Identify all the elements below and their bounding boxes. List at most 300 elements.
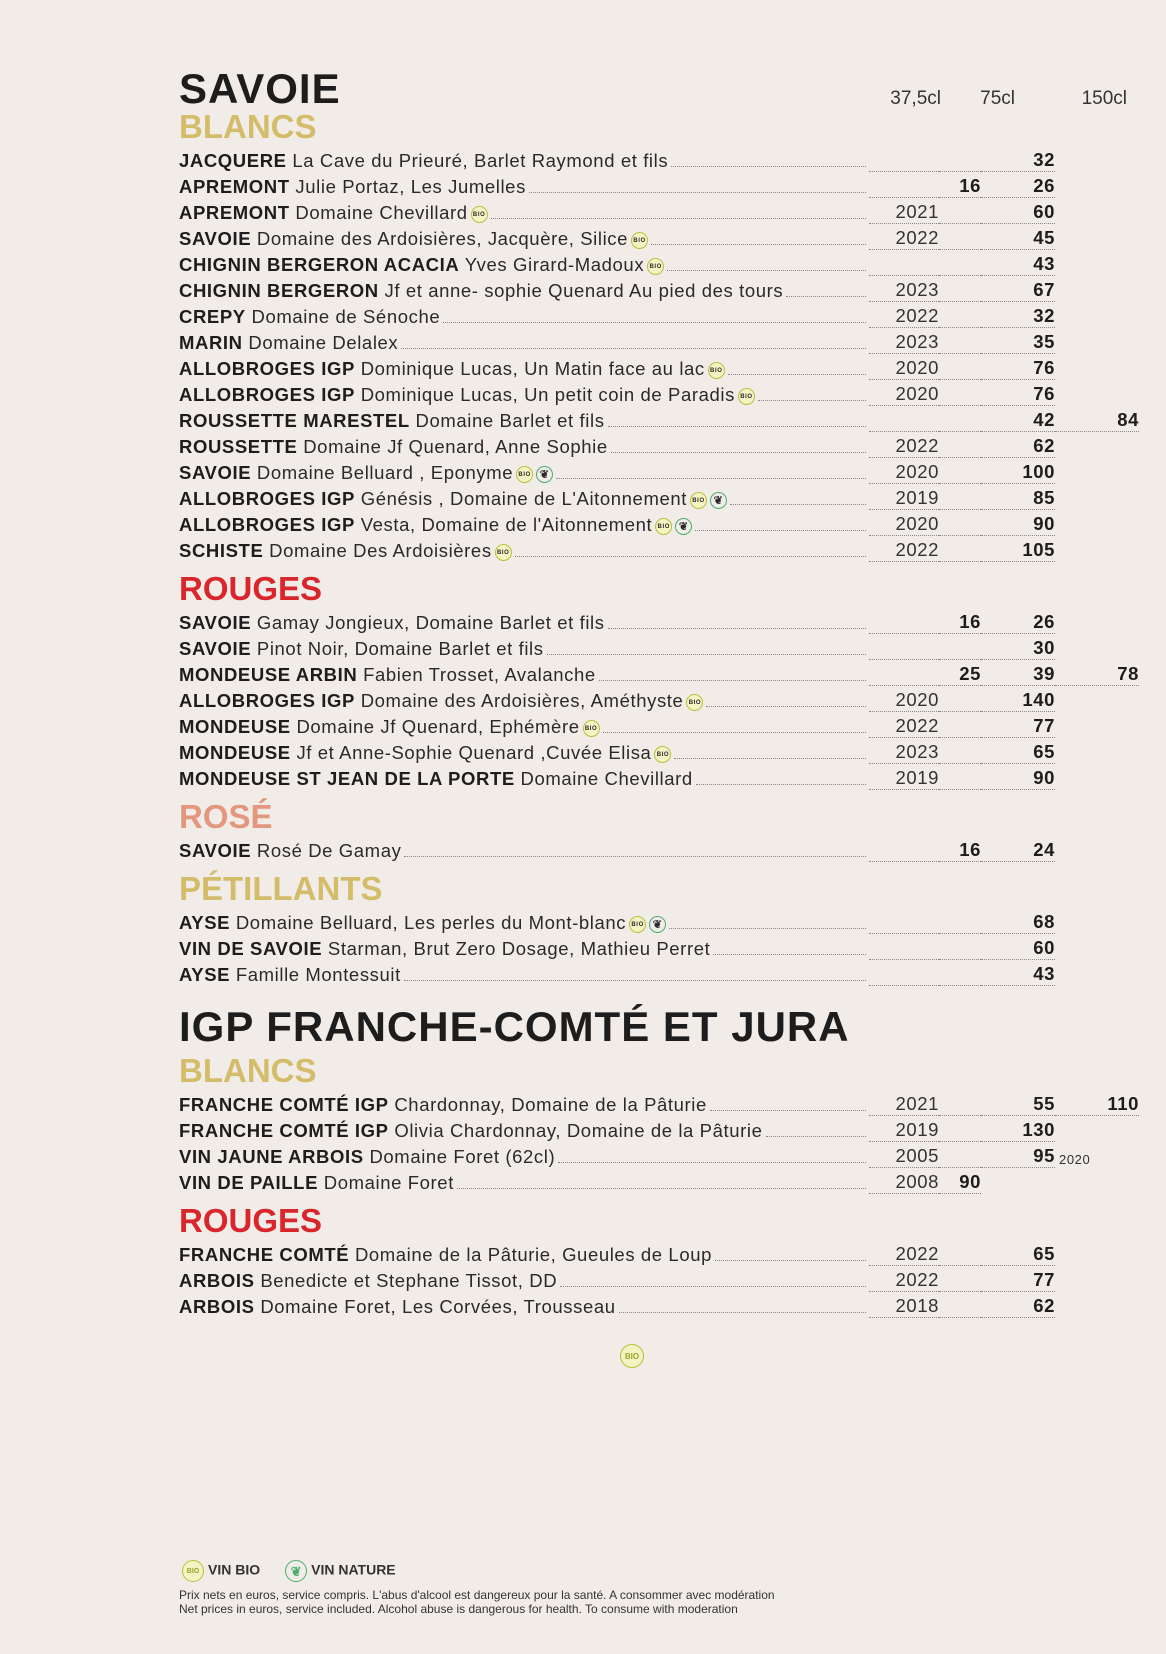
producer: Génésis , Domaine de L'Aitonnement	[360, 488, 687, 509]
producer: Julie Portaz, Les Jumelles	[295, 176, 526, 197]
legend-bio: BIO VIN BIO	[179, 1560, 260, 1582]
wine-row	[179, 1142, 1139, 1168]
price-c150: 78	[1055, 663, 1139, 686]
wine-row	[179, 380, 1139, 406]
vintage: 2022	[869, 1269, 939, 1292]
price-c37	[939, 327, 981, 328]
vintage	[869, 685, 939, 686]
price-c37: 16	[939, 611, 981, 634]
producer: Benedicte et Stephane Tissot, DD	[260, 1270, 558, 1291]
grape-name: APREMONT	[179, 176, 290, 197]
producer: Chardonnay, Domaine de la Pâturie	[394, 1094, 707, 1115]
price-c75: 77	[981, 715, 1055, 738]
dotted-leader	[667, 270, 866, 271]
vintage	[869, 659, 939, 660]
producer: Domaine Barlet et fils	[415, 410, 605, 431]
grape-name: MONDEUSE ST JEAN DE LA PORTE	[179, 768, 515, 789]
grape-name: FRANCHE COMTÉ IGP	[179, 1120, 389, 1141]
price-c37: 16	[939, 839, 981, 862]
price-c37	[939, 353, 981, 354]
price-c75: 32	[981, 149, 1055, 172]
wine-row	[179, 1240, 1139, 1266]
wine-row	[179, 634, 1139, 660]
dotted-leader	[603, 732, 866, 733]
wine-row	[179, 908, 1139, 934]
dotted-leader	[401, 348, 866, 349]
producer: La Cave du Prieuré, Barlet Raymond et fils	[292, 150, 669, 171]
price-c75: 62	[981, 435, 1055, 458]
dotted-leader	[695, 530, 866, 531]
grape-name: ARBOIS	[179, 1296, 255, 1317]
wine-name	[179, 638, 544, 660]
vintage: 2023	[869, 279, 939, 302]
vintage: 2022	[869, 305, 939, 328]
price-c37	[939, 1115, 981, 1116]
grape-name: ALLOBROGES IGP	[179, 358, 355, 379]
bio-icon: BIO	[631, 232, 648, 249]
wine-name	[179, 150, 668, 172]
wine-row	[179, 1090, 1139, 1116]
price-c37	[939, 561, 981, 562]
wine-name	[179, 1094, 707, 1116]
dotted-leader	[710, 1110, 866, 1111]
grape-name: VIN JAUNE ARBOIS	[179, 1146, 364, 1167]
bio-icon: BIO	[629, 916, 646, 933]
dotted-leader	[713, 954, 866, 955]
producer: Domaine Belluard, Les perles du Mont-blanc	[235, 912, 627, 933]
vintage: 2022	[869, 1243, 939, 1266]
price-c75: 35	[981, 331, 1055, 354]
price-c150: 110	[1055, 1093, 1139, 1116]
wine-row	[179, 1266, 1139, 1292]
grape-name: SAVOIE	[179, 638, 252, 659]
producer: Jf et Anne-Sophie Quenard ,Cuvée Elisa	[296, 742, 652, 763]
grape-name: CHIGNIN BERGERON	[179, 280, 379, 301]
group-title: ROUGES	[179, 1202, 323, 1239]
grape-name: AYSE	[179, 912, 231, 933]
vintage: 2021	[869, 201, 939, 224]
wine-row	[179, 686, 1139, 712]
size-75cl: 75cl	[980, 88, 1015, 109]
price-c75: 26	[981, 611, 1055, 634]
wine-row	[179, 406, 1139, 432]
dotted-leader	[766, 1136, 867, 1137]
wine-row	[179, 276, 1139, 302]
price-c75: 30	[981, 637, 1055, 660]
wine-name	[179, 254, 664, 276]
price-c75: 32	[981, 305, 1055, 328]
wine-menu	[179, 64, 1139, 1318]
producer: Famille Montessuit	[235, 964, 401, 985]
vintage	[869, 933, 939, 934]
dotted-leader	[457, 1188, 866, 1189]
price-c37: 16	[939, 175, 981, 198]
wine-name	[179, 1172, 454, 1194]
price-c37	[939, 301, 981, 302]
dotted-leader	[611, 452, 866, 453]
vintage	[869, 197, 939, 198]
price-c37	[939, 223, 981, 224]
wine-row	[179, 934, 1139, 960]
price-c37	[939, 789, 981, 790]
wine-name	[179, 1146, 555, 1168]
price-c75: 76	[981, 383, 1055, 406]
dotted-leader	[619, 1312, 866, 1313]
producer: Domaine des Ardoisières, Améthyste	[360, 690, 684, 711]
vintage	[869, 959, 939, 960]
price-c75: 55	[981, 1093, 1055, 1116]
dotted-leader	[556, 478, 866, 479]
wine-name	[179, 1120, 763, 1142]
wine-row	[179, 764, 1139, 790]
price-c75: 95 2020	[981, 1145, 1055, 1168]
wine-row	[179, 198, 1139, 224]
grape-name: ALLOBROGES IGP	[179, 690, 355, 711]
grape-name: VIN DE PAILLE	[179, 1172, 319, 1193]
price-c75: 39	[981, 663, 1055, 686]
footer	[179, 1560, 775, 1616]
dotted-leader	[728, 374, 866, 375]
price-c75: 100	[981, 461, 1055, 484]
price-c37	[939, 959, 981, 960]
producer: Domaine Foret, Les Corvées, Trousseau	[260, 1296, 616, 1317]
bio-icon: BIO	[471, 206, 488, 223]
wine-name	[179, 410, 605, 432]
producer: Domaine Foret	[323, 1172, 454, 1193]
legend	[179, 1560, 775, 1582]
price-c75: 67	[981, 279, 1055, 302]
price-c37	[939, 711, 981, 712]
grape-name: ALLOBROGES IGP	[179, 384, 355, 405]
wine-row	[179, 302, 1139, 328]
dotted-leader	[560, 1286, 866, 1287]
dotted-leader	[730, 504, 866, 505]
producer: Rosé De Gamay	[256, 840, 402, 861]
dotted-leader	[696, 784, 866, 785]
price-c75: 77	[981, 1269, 1055, 1292]
dotted-leader	[715, 1260, 866, 1261]
vintage: 2020	[869, 689, 939, 712]
grape-name: MONDEUSE	[179, 716, 291, 737]
disclaimer-fr: Prix nets en euros, service compris. L'abus d'alcool est dangereux pour la santé. A consommer avec modération	[179, 1588, 775, 1602]
bio-icon: BIO	[617, 1344, 644, 1368]
producer: Jf et anne- sophie Quenard Au pied des tours	[384, 280, 784, 301]
vintage	[869, 633, 939, 634]
producer: Domaine Chevillard	[520, 768, 693, 789]
grape-name: FRANCHE COMTÉ	[179, 1244, 350, 1265]
dotted-leader	[443, 322, 866, 323]
producer: Dominique Lucas, Un petit coin de Paradis	[360, 384, 735, 405]
wine-name	[179, 912, 666, 934]
price-c150: 84	[1055, 409, 1139, 432]
price-c75: 42	[981, 409, 1055, 432]
dotted-leader	[608, 628, 866, 629]
price-c37	[939, 483, 981, 484]
vintage: 2019	[869, 487, 939, 510]
price-c37	[939, 1317, 981, 1318]
dotted-leader	[674, 758, 866, 759]
producer: Olivia Chardonnay, Domaine de la Pâturie	[394, 1120, 763, 1141]
bio-icon: BIO	[738, 388, 755, 405]
nature-icon: ❦	[285, 1560, 307, 1582]
disclaimer-en: Net prices in euros, service included. Alcohol abuse is dangerous for health. To consume with moderation	[179, 1602, 738, 1616]
bio-icon: BIO	[182, 1560, 204, 1582]
grape-name: SCHISTE	[179, 540, 264, 561]
nature-icon: ❦	[536, 466, 553, 483]
group-title: ROSÉ	[179, 798, 273, 835]
grape-name: ROUSSETTE	[179, 436, 298, 457]
producer: Domaine Des Ardoisières	[269, 540, 492, 561]
dotted-leader	[669, 928, 866, 929]
bio-icon: BIO	[655, 518, 672, 535]
price-c75: 62	[981, 1295, 1055, 1318]
grape-name: FRANCHE COMTÉ IGP	[179, 1094, 389, 1115]
producer: Domaine Jf Quenard, Ephémère	[296, 716, 580, 737]
bio-icon: BIO	[516, 466, 533, 483]
bio-icon: BIO	[583, 720, 600, 737]
producer: Fabien Trosset, Avalanche	[363, 664, 596, 685]
price-c37	[939, 737, 981, 738]
vintage: 2018	[869, 1295, 939, 1318]
vintage: 2019	[869, 767, 939, 790]
grape-name: ALLOBROGES IGP	[179, 488, 355, 509]
group-title: BLANCS	[179, 1052, 317, 1089]
group-title: BLANCS	[179, 108, 317, 145]
producer: Starman, Brut Zero Dosage, Mathieu Perret	[327, 938, 711, 959]
price-c75: 65	[981, 741, 1055, 764]
wine-name	[179, 202, 488, 224]
wine-row	[179, 510, 1139, 536]
price-c37	[939, 1141, 981, 1142]
wine-row	[179, 432, 1139, 458]
bio-icon: BIO	[647, 258, 664, 275]
nature-icon: ❦	[675, 518, 692, 535]
producer: Dominique Lucas, Un Matin face au lac	[360, 358, 705, 379]
wine-name	[179, 1270, 557, 1292]
price-c37: 25	[939, 663, 981, 686]
wine-row	[179, 172, 1139, 198]
price-c37	[939, 985, 981, 986]
wine-row	[179, 836, 1139, 862]
dotted-leader	[651, 244, 866, 245]
group-title: PÉTILLANTS	[179, 870, 383, 907]
vintage: 2022	[869, 715, 939, 738]
price-c75: 26	[981, 175, 1055, 198]
wine-name	[179, 436, 608, 458]
dotted-leader	[671, 166, 866, 167]
dotted-leader	[599, 680, 866, 681]
price-c37	[939, 1265, 981, 1266]
wine-row	[179, 250, 1139, 276]
price-c75: 90	[981, 767, 1055, 790]
wine-row	[179, 1168, 1139, 1194]
wine-row	[179, 328, 1139, 354]
dotted-leader	[547, 654, 866, 655]
price-c37	[939, 249, 981, 250]
producer: Domaine Jf Quenard, Anne Sophie	[303, 436, 608, 457]
grape-name: AYSE	[179, 964, 231, 985]
vintage: 2022	[869, 539, 939, 562]
price-c75: 105	[981, 539, 1055, 562]
section-title: IGP FRANCHE-COMTÉ ET JURA	[179, 1003, 850, 1050]
grape-name: SAVOIE	[179, 612, 252, 633]
wine-name	[179, 1296, 616, 1318]
wine-name	[179, 964, 401, 986]
wine-row	[179, 738, 1139, 764]
price-c75: 65	[981, 1243, 1055, 1266]
dotted-leader	[558, 1162, 866, 1163]
wine-name	[179, 462, 553, 484]
wine-row	[179, 660, 1139, 686]
bio-icon: BIO	[708, 362, 725, 379]
wine-row	[179, 146, 1139, 172]
grape-name: JACQUERE	[179, 150, 287, 171]
grape-name: MONDEUSE ARBIN	[179, 664, 358, 685]
price-c37	[939, 379, 981, 380]
vintage: 2022	[869, 227, 939, 250]
dotted-leader	[491, 218, 866, 219]
wine-row	[179, 608, 1139, 634]
price-c37	[939, 431, 981, 432]
producer: Domaine des Ardoisières, Jacquère, Silice	[256, 228, 629, 249]
price-c37	[939, 763, 981, 764]
wine-row	[179, 224, 1139, 250]
price-c75: 130	[981, 1119, 1055, 1142]
vintage: 2020	[869, 513, 939, 536]
vintage: 2020	[869, 357, 939, 380]
dotted-leader	[404, 980, 866, 981]
vintage: 2021	[869, 1093, 939, 1116]
price-c75: 43	[981, 963, 1055, 986]
vintage	[869, 275, 939, 276]
bio-icon: BIO	[495, 544, 512, 561]
wine-row	[179, 354, 1139, 380]
producer: Yves Girard-Madoux	[464, 254, 645, 275]
vintage: 2019	[869, 1119, 939, 1142]
wine-name	[179, 768, 693, 790]
producer: Domaine Foret (62cl)	[369, 1146, 556, 1167]
wine-name	[179, 716, 600, 738]
wine-row	[179, 1292, 1139, 1318]
wine-name	[179, 742, 671, 764]
producer: Gamay Jongieux, Domaine Barlet et fils	[256, 612, 605, 633]
grape-name: SAVOIE	[179, 840, 252, 861]
wine-name	[179, 612, 605, 634]
vintage: 2008	[869, 1171, 939, 1194]
nature-icon: ❦	[710, 492, 727, 509]
price-c37	[939, 457, 981, 458]
producer: Domaine Delalex	[248, 332, 399, 353]
price-c37	[939, 933, 981, 934]
wine-name	[179, 306, 440, 328]
grape-name: CHIGNIN BERGERON ACACIA	[179, 254, 460, 275]
producer: Pinot Noir, Domaine Barlet et fils	[256, 638, 544, 659]
section-title: SAVOIE	[179, 65, 341, 112]
price-c37	[939, 405, 981, 406]
wine-name	[179, 840, 401, 862]
producer: Domaine Belluard , Eponyme	[256, 462, 514, 483]
vintage	[869, 985, 939, 986]
wine-name	[179, 540, 512, 562]
legend-nature: ❦ VIN NATURE	[282, 1560, 396, 1582]
wine-name	[179, 358, 725, 380]
bio-icon: BIO	[654, 746, 671, 763]
wine-name	[179, 488, 727, 510]
price-c37: 90	[939, 1171, 981, 1194]
price-c37	[939, 275, 981, 276]
vintage	[869, 431, 939, 432]
dotted-leader	[515, 556, 866, 557]
grape-name: ALLOBROGES IGP	[179, 514, 355, 535]
dotted-leader	[786, 296, 866, 297]
wine-name	[179, 228, 648, 250]
wine-name	[179, 664, 596, 686]
dotted-leader	[706, 706, 866, 707]
wine-name	[179, 1244, 712, 1266]
dotted-leader	[608, 426, 866, 427]
wine-name	[179, 176, 526, 198]
producer: Domaine de la Pâturie, Gueules de Loup	[354, 1244, 712, 1265]
price-c75: 90	[981, 513, 1055, 536]
vintage: 2020	[869, 383, 939, 406]
wine-name	[179, 938, 710, 960]
vintage: 2022	[869, 435, 939, 458]
wine-name	[179, 332, 398, 354]
grape-name: SAVOIE	[179, 228, 252, 249]
grape-name: SAVOIE	[179, 462, 252, 483]
price-c75: 68	[981, 911, 1055, 934]
price-c37	[939, 1291, 981, 1292]
price-c75: 45	[981, 227, 1055, 250]
price-c37	[939, 171, 981, 172]
producer: Domaine Chevillard	[295, 202, 468, 223]
price-c75: 43	[981, 253, 1055, 276]
grape-name: MONDEUSE	[179, 742, 291, 763]
wine-name	[179, 280, 783, 302]
price-c75: 24	[981, 839, 1055, 862]
bio-icon: BIO	[690, 492, 707, 509]
vintage: 2023	[869, 741, 939, 764]
price-c37	[939, 535, 981, 536]
wine-row	[179, 458, 1139, 484]
grape-name: ARBOIS	[179, 1270, 255, 1291]
price-c75: 60	[981, 937, 1055, 960]
vintage: 2023	[869, 331, 939, 354]
grape-name: ROUSSETTE MARESTEL	[179, 410, 410, 431]
wine-name	[179, 384, 755, 406]
producer: Domaine de Sénoche	[251, 306, 441, 327]
grape-name: APREMONT	[179, 202, 290, 223]
vintage	[869, 171, 939, 172]
wine-row	[179, 712, 1139, 738]
wine-row	[179, 1116, 1139, 1142]
group-title: ROUGES	[179, 570, 323, 607]
dotted-leader	[404, 856, 866, 857]
price-c75: 85	[981, 487, 1055, 510]
price-c75: 76	[981, 357, 1055, 380]
vintage: 2020	[869, 461, 939, 484]
vintage	[869, 861, 939, 862]
vintage: 2005	[869, 1145, 939, 1168]
wine-name	[179, 514, 692, 536]
price-c75: 140	[981, 689, 1055, 712]
wine-row	[179, 960, 1139, 986]
price-c37	[939, 1167, 981, 1168]
grape-name: CREPY	[179, 306, 246, 327]
price-c37	[939, 509, 981, 510]
grape-name: VIN DE SAVOIE	[179, 938, 323, 959]
wine-row	[179, 536, 1139, 562]
